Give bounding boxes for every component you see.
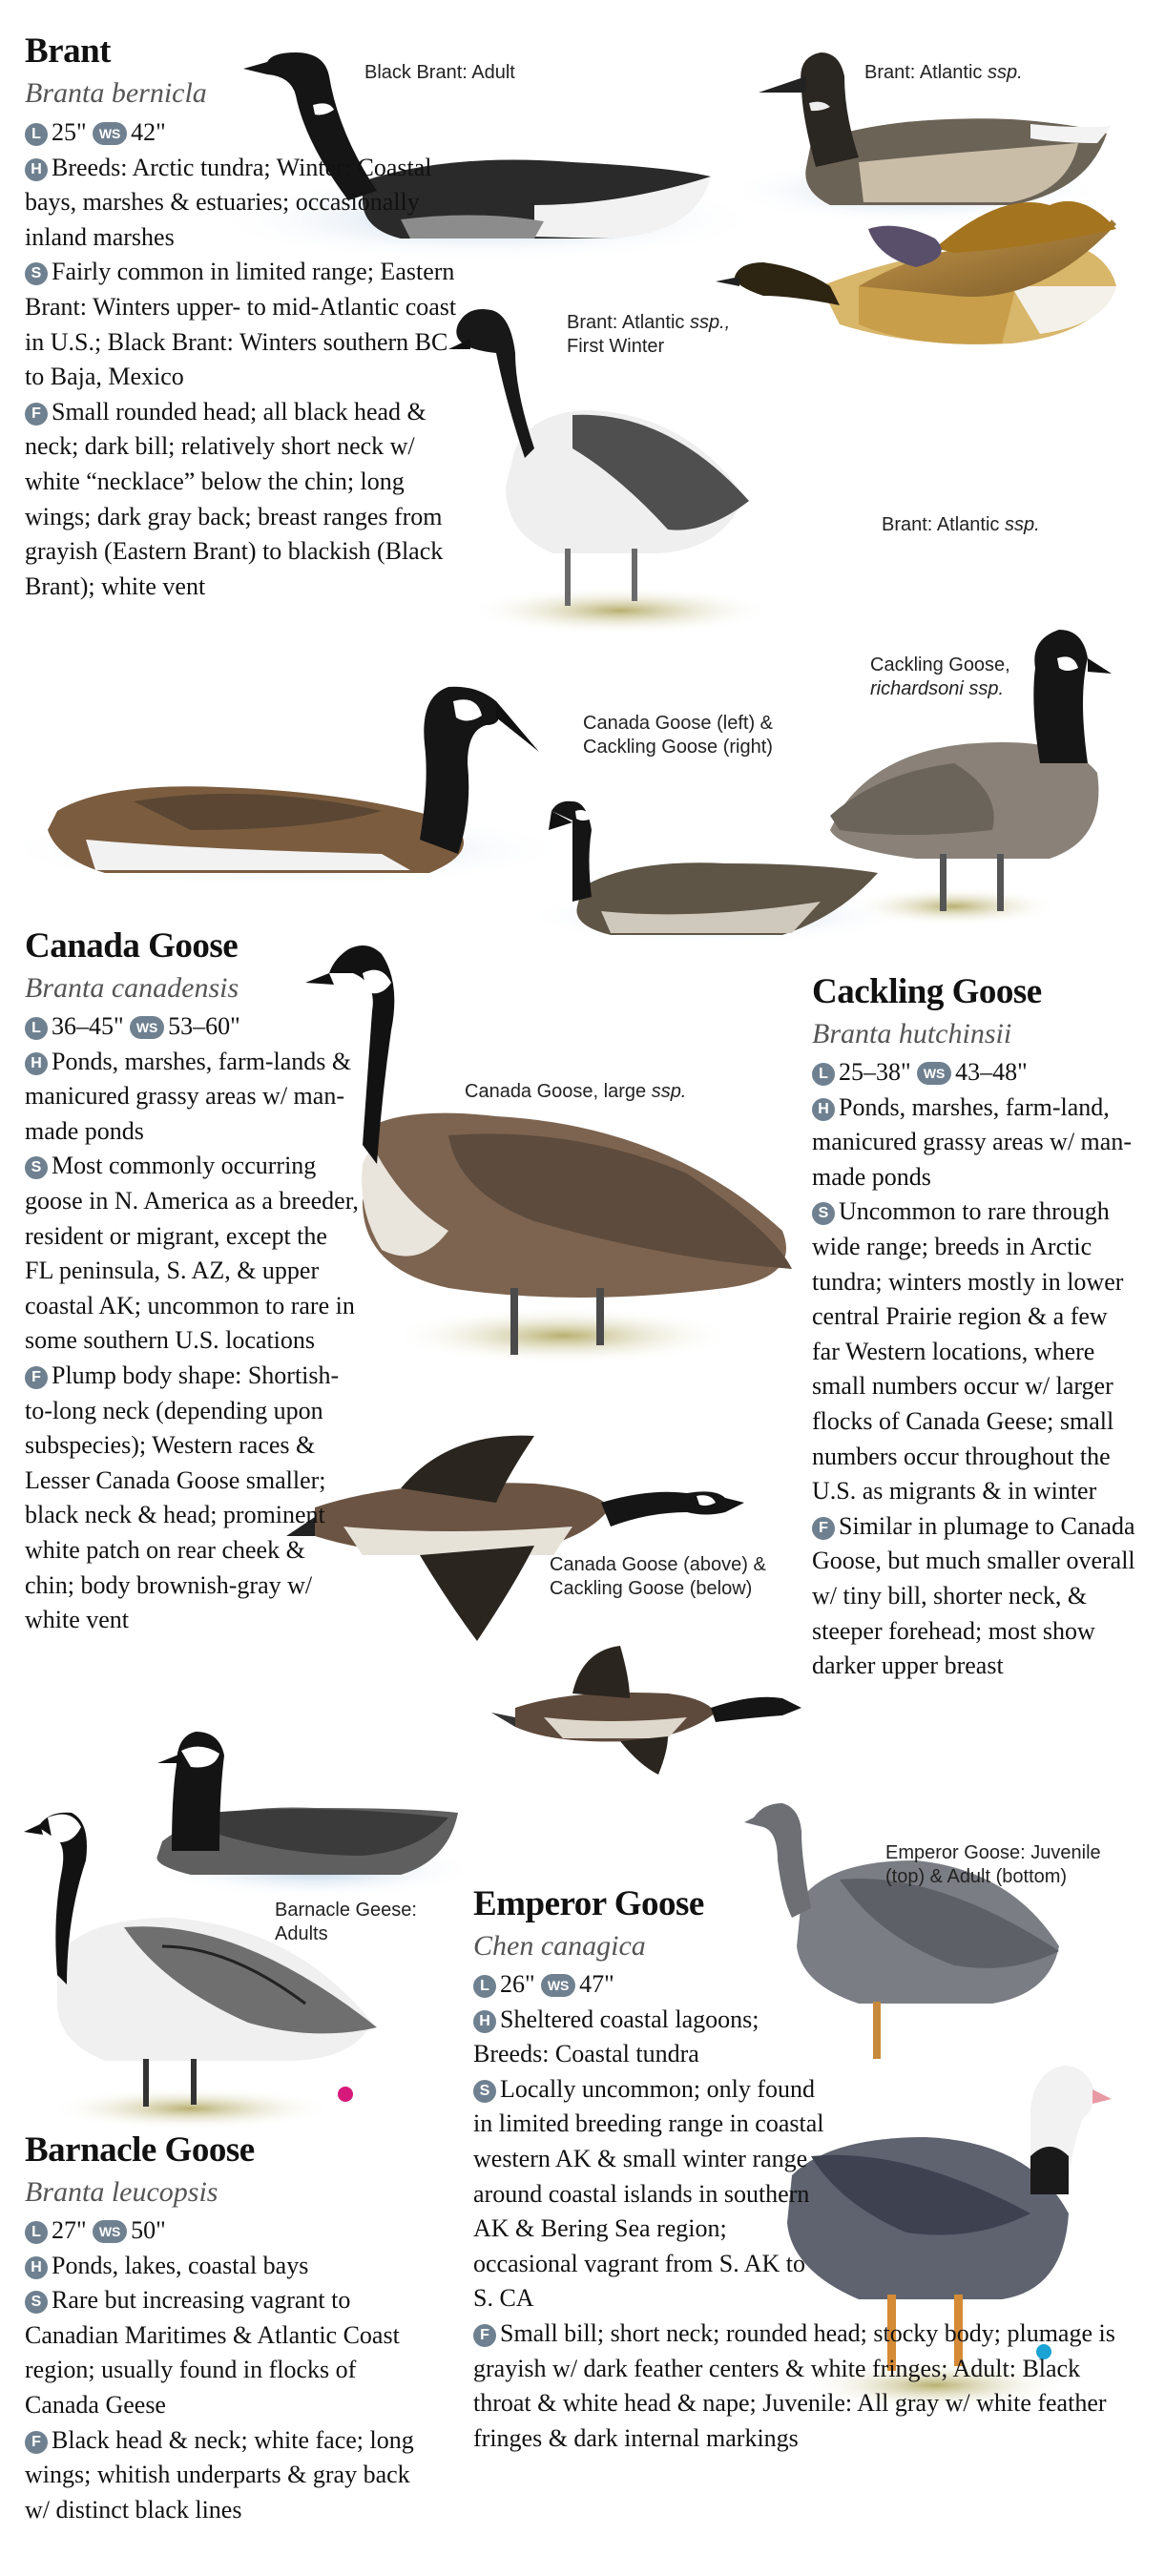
habitat-icon: H (25, 158, 48, 181)
barnacle-goose-title: Barnacle Goose (25, 2130, 255, 2170)
brant-size: L 25" WS 42" (25, 115, 471, 151)
emperor-size: L 26" WS 47" (473, 1967, 1141, 2003)
wingspan-icon: WS (130, 1016, 164, 1039)
caption-black-brant: Black Brant: Adult (364, 62, 515, 83)
canada-status: S Most commonly occurring goose in N. America as a breeder, resident or migrant, except the FL peninsula, S. AZ, & upper coastal AK; uncommon to rare in some southern U.S. locations (25, 1152, 359, 1355)
emperor-goose-title: Emperor Goose (473, 1884, 704, 1923)
caption-barnacle-geese: Barnacle Geese: Adults (275, 1900, 417, 1944)
emperor-goose-scientific-name: Chen canagica (473, 1930, 646, 1962)
cackling-goose-description (812, 1055, 1136, 1684)
length-icon: L (812, 1063, 835, 1086)
cackling-size: L 25–38" WS 43–48" (812, 1055, 1136, 1091)
features-icon: F (25, 403, 48, 426)
caption-brant-flying: Brant: Atlantic ssp. (882, 514, 1040, 535)
caption-cackling-richardsoni: Cackling Goose, richardsoni ssp. (870, 654, 1010, 699)
status-icon: S (25, 262, 48, 285)
cackling-goose-title: Cackling Goose (812, 972, 1042, 1011)
canada-size: L 36–45" WS 53–60" (25, 1009, 359, 1045)
wingspan-icon: WS (917, 1062, 951, 1085)
emperor-goose-description (473, 1967, 1141, 2456)
brant-features: F Small rounded head; all black head & neck; dark bill; relatively short neck w/ white “necklace” below the chin; long wings; dark gray back; breast ranges from grayish (Eastern Brant) to blackish (Black Brant); white vent (25, 397, 444, 600)
wingspan-icon: WS (93, 122, 127, 145)
features-icon: F (812, 1517, 835, 1540)
caption-canada-cackling-flying: Canada Goose (above) & Cackling Goose (below) (550, 1554, 766, 1599)
canada-features: F Plump body shape: Shortish-to-long neck (depending upon subspecies); Western races & Lesser Canada Goose smaller; black neck & head; prominent white patch on rear cheek & chin; body brownish-gray w/ white vent (25, 1361, 340, 1634)
canada-goose-swimming-image (0, 687, 572, 887)
cackling-habitat: H Ponds, marshes, farm-land, manicured grassy areas w/ man-made ponds (812, 1092, 1132, 1191)
barnacle-size: L 27" WS 50" (25, 2213, 426, 2249)
length-icon: L (25, 123, 48, 146)
barnacle-status: S Rare but increasing vagrant to Canadian Maritimes & Atlantic Coast region; usually found in flocks of Canada Geese (25, 2286, 400, 2419)
caption-canada-large: Canada Goose, large ssp. (465, 1081, 687, 1102)
habitat-icon: H (25, 1052, 48, 1075)
brant-scientific-name: Branta bernicla (25, 77, 207, 109)
brant-status: S Fairly common in limited range; Eastern Brant: Winters upper- to mid-Atlantic coast in U.S.; Black Brant: Winters southern BC to Baja, Mexico (25, 258, 457, 391)
status-icon: S (473, 2080, 496, 2103)
canada-goose-description (25, 1009, 359, 1638)
emperor-habitat: H Sheltered coastal lagoons; Breeds: Coastal tundra (473, 2005, 759, 2068)
features-icon: F (25, 2431, 48, 2454)
wingspan-icon: WS (541, 1974, 575, 1997)
brant-description (25, 115, 471, 604)
status-icon: S (812, 1202, 835, 1225)
cackling-features: F Similar in plumage to Canada Goose, but much smaller overall w/ tiny bill, shorter neck, & steeper forehead; most show darker upper breast (812, 1511, 1135, 1680)
barnacle-habitat: H Ponds, lakes, coastal bays (25, 2249, 426, 2284)
habitat-icon: H (25, 2256, 48, 2279)
cackling-status: S Uncommon to rare through wide range; breeds in Arctic tundra; winters mostly in lower central Prairie region & a few far Western locations, where small numbers occur w/ larger flocks of Canada Geese; small numbers occur throughout the U.S. as migrants & in winter (812, 1197, 1124, 1506)
habitat-icon: H (812, 1098, 835, 1121)
cackling-goose-scientific-name: Branta hutchinsii (812, 1018, 1012, 1049)
canada-goose-title: Canada Goose (25, 926, 239, 966)
canada-goose-large-image (305, 945, 792, 1364)
emperor-features: F Small bill; short neck; rounded head; stocky body; plumage is grayish w/ dark feather centers & white fringes; Adult: Black throat & white head & nape; Juvenile: All gray w/ white feather fringes & dark internal markings (473, 2318, 1115, 2452)
caption-brant-first-winter: Brant: Atlantic ssp., First Winter (567, 312, 731, 357)
caption-canada-cackling-pair: Canada Goose (left) & Cackling Goose (right) (583, 713, 773, 758)
features-icon: F (25, 1366, 48, 1389)
cackling-goose-flying-image (491, 1646, 801, 1775)
status-icon: S (25, 2291, 48, 2314)
brant-title: Brant (25, 31, 111, 71)
length-icon: L (25, 2221, 48, 2244)
canada-habitat: H Ponds, marshes, farm-lands & manicured grassy areas w/ man-made ponds (25, 1047, 352, 1145)
length-icon: L (473, 1975, 496, 1998)
features-icon: F (473, 2324, 496, 2347)
magenta-dot-marker (338, 2087, 353, 2102)
brant-habitat: H Breeds: Arctic tundra; Winter: Coastal bays, marshes & estuaries; occasionally inland marshes (25, 153, 432, 251)
wingspan-icon: WS (93, 2220, 127, 2243)
barnacle-features: F Black head & neck; white face; long wings; whitish underparts & gray back w/ distinct black lines (25, 2425, 414, 2524)
caption-emperor-goose: Emperor Goose: Juvenile (top) & Adult (bottom) (885, 1842, 1101, 1887)
habitat-icon: H (473, 2010, 496, 2033)
emperor-status: S Locally uncommon; only found in limited breeding range in coastal western AK & small winter range around coastal islands in southern AK & Bering Sea region; occasional vagrant from S. AK to S. CA (473, 2074, 824, 2313)
canada-goose-scientific-name: Branta canadensis (25, 972, 239, 1004)
length-icon: L (25, 1017, 48, 1040)
status-icon: S (25, 1156, 48, 1179)
caption-brant-atlantic: Brant: Atlantic ssp. (864, 62, 1023, 83)
barnacle-goose-description (25, 2213, 426, 2527)
barnacle-goose-scientific-name: Branta leucopsis (25, 2176, 218, 2208)
